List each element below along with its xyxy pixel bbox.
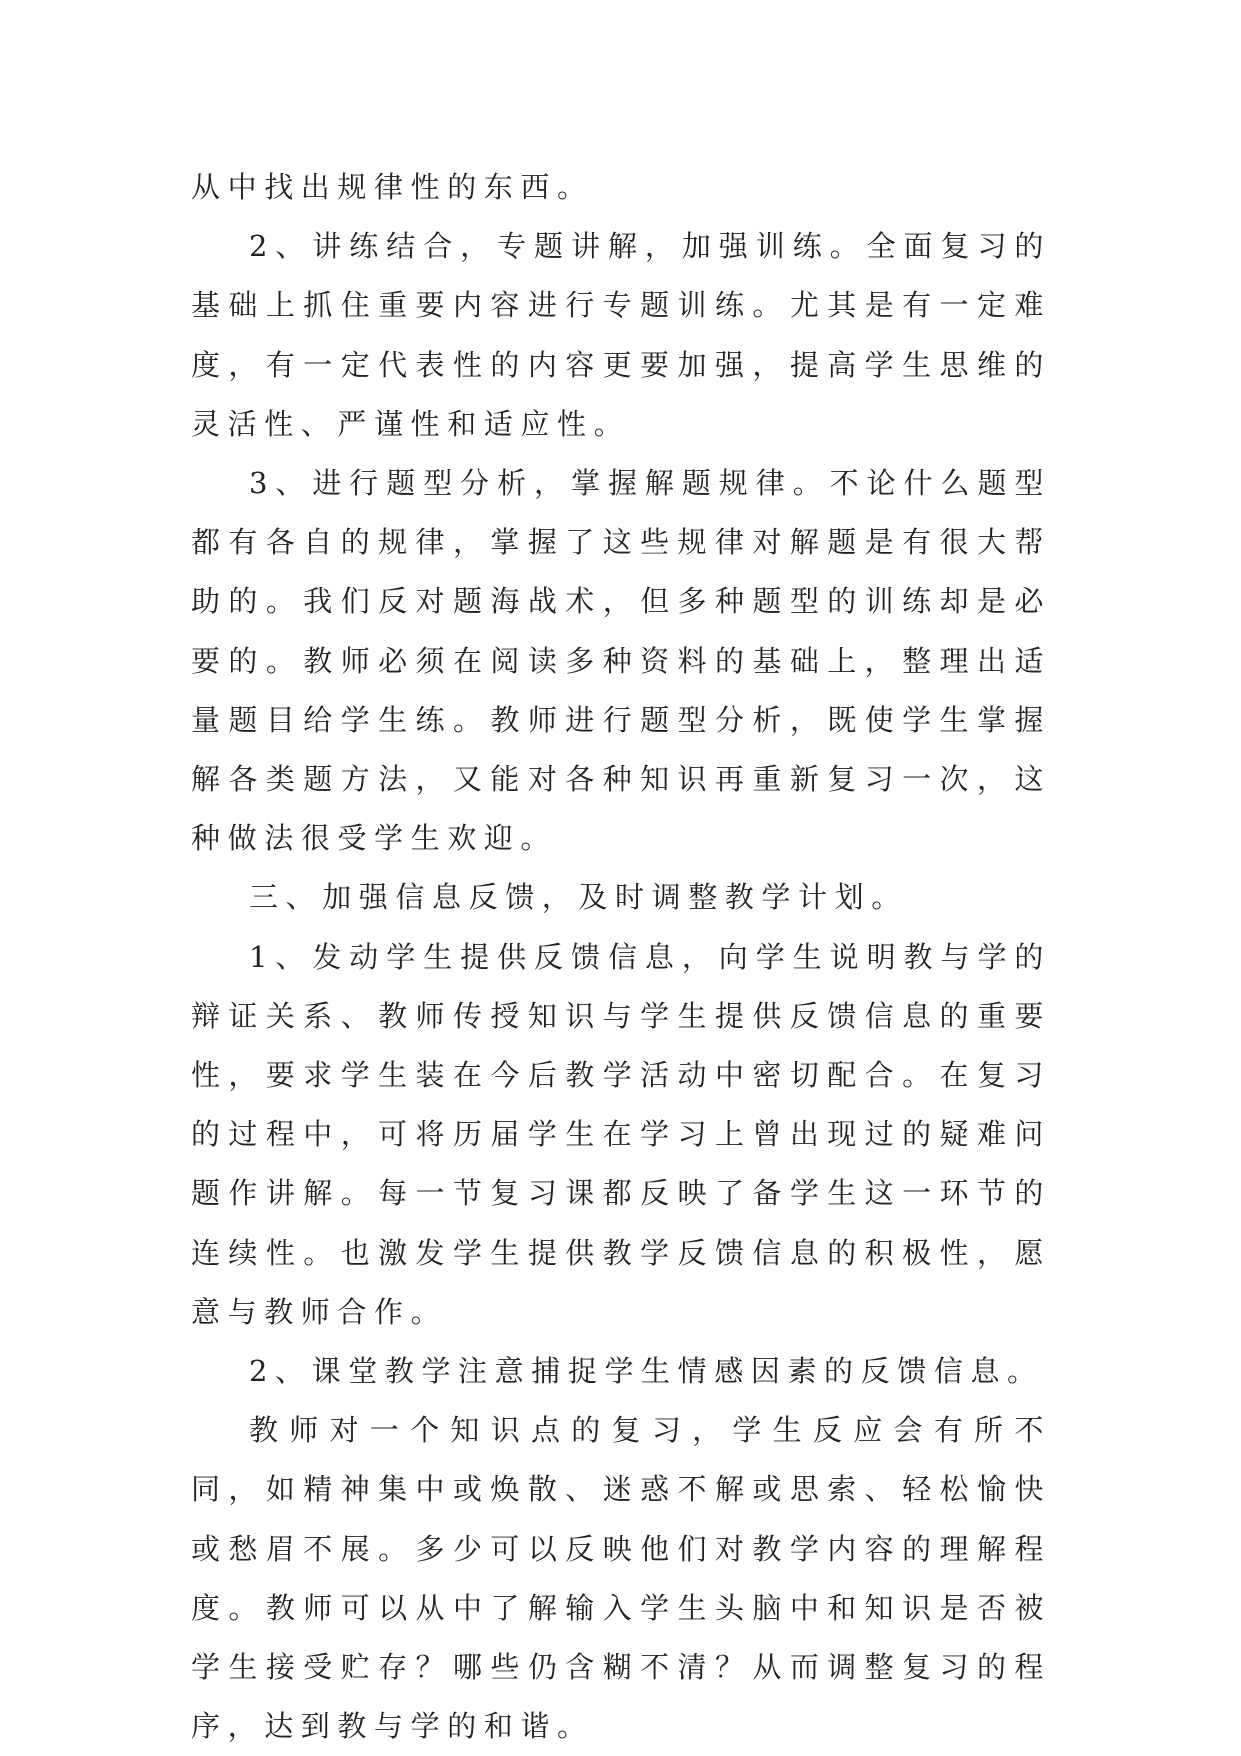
document-body	[191, 158, 1051, 1756]
paragraph-teacher-review: 教师对一个知识点的复习，学生反应会有所不同，如精神集中或焕散、迷惑不解或思索、轻松愉快或愁眉不展。多少可以反映他们对教学内容的理解程度。教师可以从中了解输入学生头脑中和知识是否被学生接受贮存？哪些仍含糊不清？从而调整复习的程序，达到教与学的和谐。	[191, 1413, 1051, 1744]
paragraph-feedback-point-1: 1、发动学生提供反馈信息，向学生说明教与学的辩证关系、教师传授知识与学生提供反馈信息的重要性，要求学生装在今后教学活动中密切配合。在复习的过程中，可将历届学生在学习上曾出现过的疑难问题作讲解。每一节复习课都反映了备学生这一环节的连续性。也激发学生提供教学反馈信息的积极性，愿意与教师合作。	[191, 939, 1051, 1329]
paragraph-feedback-point-2: 2、课堂教学注意捕捉学生情感因素的反馈信息。	[249, 1354, 1044, 1389]
paragraph-continuation: 从中找出规律性的东西。	[191, 170, 594, 204]
paragraph-point-2-practice: 2、讲练结合，专题讲解，加强训练。全面复习的基础上抓住重要内容进行专题训练。尤其是有一定难度，有一定代表性的内容更要加强，提高学生思维的灵活性、严谨性和适应性。	[191, 229, 1051, 441]
paragraph-point-3-question-types: 3、进行题型分析，掌握解题规律。不论什么题型都有各自的规律，掌握了这些规律对解题是有很大帮助的。我们反对题海战术，但多种题型的训练却是必要的。教师必须在阅读多种资料的基础上，整理出适量题目给学生练。教师进行题型分析，既使学生掌握解各类题方法，又能对各种知识再重新复习一次，这种做法很受学生欢迎。	[191, 466, 1051, 856]
section-heading-feedback: 三、加强信息反馈，及时调整教学计划。	[249, 880, 908, 915]
